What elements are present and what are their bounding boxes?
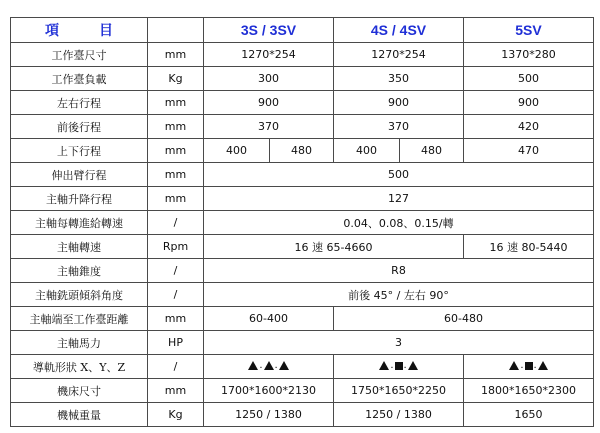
row-unit: mm	[148, 163, 204, 187]
spec-table	[10, 17, 594, 427]
value-4s: 370	[334, 115, 464, 139]
value-5s: 1370*280	[464, 43, 594, 67]
guideway-icons-5s	[509, 360, 547, 371]
row-ram-travel	[11, 163, 594, 187]
value-3s-a: 400	[204, 139, 270, 163]
row-label: 前後行程	[11, 115, 148, 139]
row-label: 主軸端至工作臺距離	[11, 307, 148, 331]
separator-dot: .	[390, 360, 394, 371]
row-quill-feed	[11, 211, 594, 235]
row-motor	[11, 331, 594, 355]
value-5s: 420	[464, 115, 594, 139]
row-head-tilt	[11, 283, 594, 307]
triangle-icon	[264, 361, 274, 370]
triangle-icon	[379, 361, 389, 370]
value-5s: 900	[464, 91, 594, 115]
row-unit: /	[148, 355, 204, 379]
row-label: 工作臺尺寸	[11, 43, 148, 67]
square-icon	[525, 362, 533, 370]
header-unit	[148, 18, 204, 43]
separator-dot: .	[403, 360, 407, 371]
row-guideway	[11, 355, 594, 379]
row-unit: HP	[148, 331, 204, 355]
row-spindle-taper	[11, 259, 594, 283]
value-all: 500	[204, 163, 594, 187]
row-label: 機床尺寸	[11, 379, 148, 403]
value-5s: 1650	[464, 403, 594, 427]
row-unit: mm	[148, 379, 204, 403]
value-all: 前後 45° / 左右 90°	[204, 283, 594, 307]
row-x-travel	[11, 91, 594, 115]
value-all: 0.04、0.08、0.15/轉	[204, 211, 594, 235]
value-3s	[204, 355, 334, 379]
value-3s: 900	[204, 91, 334, 115]
row-unit: /	[148, 283, 204, 307]
triangle-icon	[248, 361, 258, 370]
row-label: 主軸錐度	[11, 259, 148, 283]
value-4s	[334, 355, 464, 379]
value-4s: 1250 / 1380	[334, 403, 464, 427]
row-unit: Kg	[148, 403, 204, 427]
row-label: 左右行程	[11, 91, 148, 115]
value-4s-5s: 60-480	[334, 307, 594, 331]
triangle-icon	[408, 361, 418, 370]
triangle-icon	[538, 361, 548, 370]
header-model-5s: 5SV	[464, 18, 594, 43]
value-5s	[464, 355, 594, 379]
value-5s: 16 速 80-5440	[464, 235, 594, 259]
row-unit: Rpm	[148, 235, 204, 259]
row-spindle-speed	[11, 235, 594, 259]
row-unit: mm	[148, 187, 204, 211]
value-5s: 470	[464, 139, 594, 163]
guideway-icons-4s	[379, 360, 417, 371]
value-3s: 300	[204, 67, 334, 91]
value-3s: 1270*254	[204, 43, 334, 67]
header-item-char-1: 項	[45, 22, 59, 38]
guideway-icons-3s	[248, 360, 288, 371]
value-all: 127	[204, 187, 594, 211]
row-label: 導軌形狀 X、Y、Z	[11, 355, 148, 379]
value-all: 3	[204, 331, 594, 355]
spec-table-wrapper	[10, 17, 594, 427]
value-3s-b: 480	[270, 139, 334, 163]
row-label: 主軸銑頭傾斜角度	[11, 283, 148, 307]
header-item-char-2: 目	[99, 22, 113, 38]
value-5s: 1800*1650*2300	[464, 379, 594, 403]
header-row	[11, 18, 594, 43]
header-item	[11, 18, 148, 43]
value-4s: 900	[334, 91, 464, 115]
row-unit: mm	[148, 139, 204, 163]
row-table-size	[11, 43, 594, 67]
row-unit: mm	[148, 43, 204, 67]
row-unit: mm	[148, 307, 204, 331]
row-z-travel	[11, 139, 594, 163]
row-label: 機械重量	[11, 403, 148, 427]
header-model-4s: 4S / 4SV	[334, 18, 464, 43]
value-3s: 1250 / 1380	[204, 403, 334, 427]
square-icon	[395, 362, 403, 370]
value-5s: 500	[464, 67, 594, 91]
row-machine-size	[11, 379, 594, 403]
value-4s: 1270*254	[334, 43, 464, 67]
value-3s: 1700*1600*2130	[204, 379, 334, 403]
value-4s-b: 480	[400, 139, 464, 163]
value-all: R8	[204, 259, 594, 283]
separator-dot: .	[259, 360, 263, 371]
row-weight	[11, 403, 594, 427]
header-model-3s: 3S / 3SV	[204, 18, 334, 43]
row-label: 主軸轉速	[11, 235, 148, 259]
value-3s: 60-400	[204, 307, 334, 331]
row-unit: Kg	[148, 67, 204, 91]
triangle-icon	[279, 361, 289, 370]
row-unit: mm	[148, 91, 204, 115]
row-y-travel	[11, 115, 594, 139]
row-quill-travel	[11, 187, 594, 211]
value-4s: 1750*1650*2250	[334, 379, 464, 403]
row-label: 主軸每轉進給轉速	[11, 211, 148, 235]
row-unit: /	[148, 211, 204, 235]
separator-dot: .	[520, 360, 524, 371]
value-4s: 350	[334, 67, 464, 91]
value-3s: 370	[204, 115, 334, 139]
row-label: 主軸馬力	[11, 331, 148, 355]
separator-dot: .	[274, 360, 278, 371]
row-table-load	[11, 67, 594, 91]
row-unit: mm	[148, 115, 204, 139]
row-label: 主軸升降行程	[11, 187, 148, 211]
value-4s-a: 400	[334, 139, 400, 163]
row-spindle-to-table	[11, 307, 594, 331]
row-unit: /	[148, 259, 204, 283]
row-label: 工作臺負載	[11, 67, 148, 91]
separator-dot: .	[533, 360, 537, 371]
row-label: 伸出臂行程	[11, 163, 148, 187]
value-3s-4s: 16 速 65-4660	[204, 235, 464, 259]
triangle-icon	[509, 361, 519, 370]
row-label: 上下行程	[11, 139, 148, 163]
